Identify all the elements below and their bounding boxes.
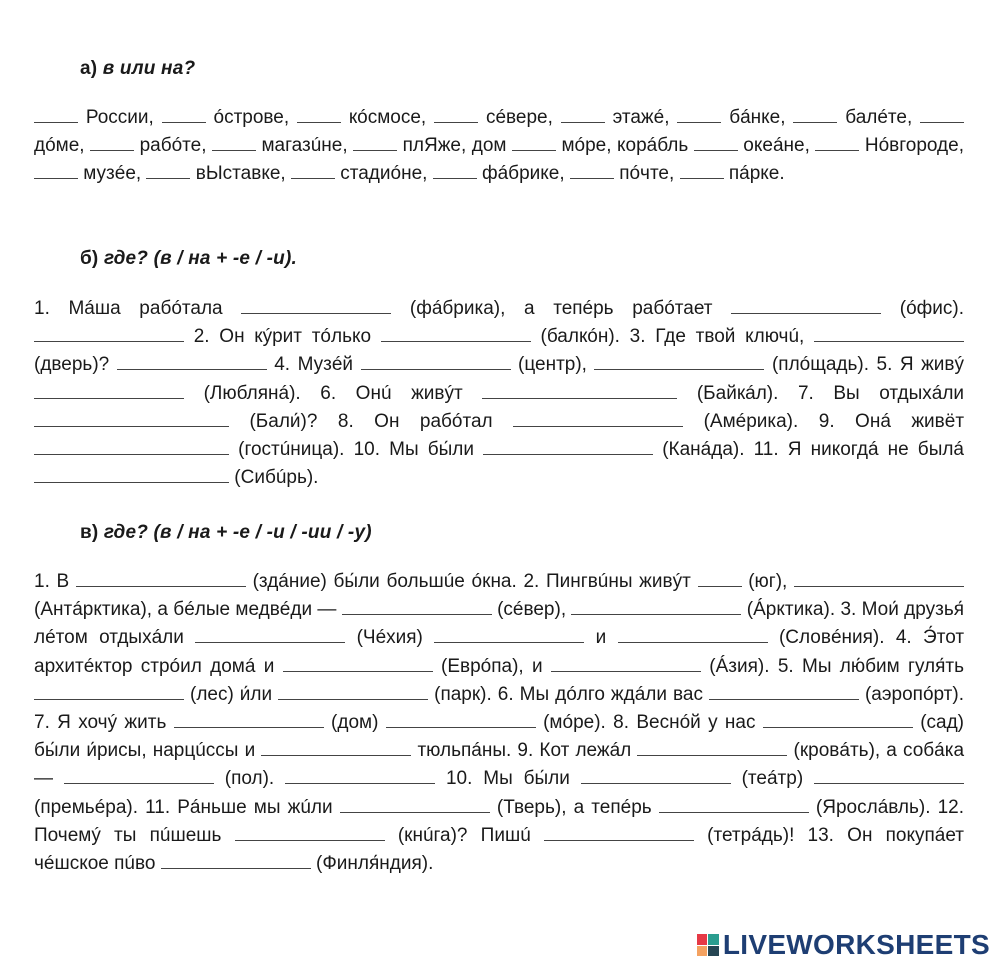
prompt-text: этажé, — [612, 107, 670, 128]
answer-blank[interactable] — [235, 822, 385, 841]
prompt-text: 1. Мáша рабóтала — [34, 298, 223, 319]
logo-mark-icon — [697, 934, 719, 956]
prompt-text: (Áрктика). 3. Мои́ друзья́ лéтом отдыхáли — [34, 599, 965, 649]
prompt-text: (парк). 6. Мы дóлго ждáли вас — [434, 683, 703, 705]
prompt-text: (фáбрика), а тепéрь рабóтает — [409, 298, 713, 319]
prompt-text: мóре, корáбль — [561, 135, 689, 157]
prompt-text: óстрове, — [213, 107, 290, 128]
answer-blank[interactable] — [571, 596, 741, 615]
answer-blank[interactable] — [117, 351, 267, 370]
prompt-text: балéте, — [845, 107, 913, 128]
section-a-title: а) в или на? — [80, 58, 196, 79]
answer-blank[interactable] — [283, 653, 433, 672]
prompt-text: (сéвер), — [497, 599, 567, 621]
answer-blank[interactable] — [34, 436, 229, 455]
prompt-text: (Люблянá). 6. Онú живýт — [203, 382, 463, 404]
answer-blank[interactable] — [386, 709, 536, 728]
answer-blank[interactable] — [278, 681, 428, 700]
prompt-text: 4. Музéй — [274, 354, 354, 376]
prompt-text: 1. В — [34, 571, 70, 592]
answer-blank[interactable] — [581, 765, 731, 784]
answer-blank[interactable] — [291, 160, 335, 179]
prompt-text: 2. Он кýрит тóлько — [193, 326, 372, 348]
answer-blank[interactable] — [570, 160, 614, 179]
prompt-text: Нóвгороде, — [864, 135, 964, 157]
answer-blank[interactable] — [680, 160, 724, 179]
prompt-text: (Финля́ндия). — [316, 853, 434, 875]
section-c-text — [34, 568, 964, 878]
answer-blank[interactable] — [340, 794, 490, 813]
answer-blank[interactable] — [512, 132, 556, 151]
answer-blank[interactable] — [342, 596, 492, 615]
prompt-text: (Тверь), а тепéрь — [496, 796, 652, 818]
prompt-text: и — [595, 627, 607, 649]
section-a-text — [34, 104, 964, 189]
prompt-text: России, — [85, 107, 154, 128]
answer-blank[interactable] — [90, 132, 134, 151]
answer-blank[interactable] — [433, 160, 477, 179]
prompt-text: (Канáда). 11. Я никогдá не былá — [662, 439, 965, 461]
prompt-text: (гостúница). 10. Мы бы́ли — [238, 439, 474, 461]
answer-blank[interactable] — [814, 323, 964, 342]
prompt-text: фáбрике, — [481, 163, 565, 185]
section-b-text — [34, 295, 964, 492]
answer-blank[interactable] — [381, 323, 531, 342]
prompt-text: (тетрáдь)! 13. Он покупáет чéшское пúво — [34, 824, 965, 875]
prompt-text: (центр), — [518, 354, 587, 376]
answer-blank[interactable] — [920, 104, 964, 123]
prompt-text: (дом) — [331, 712, 379, 734]
answer-blank[interactable] — [212, 132, 256, 151]
section-b-title: б) где? (в / на + -е / -и). — [80, 248, 297, 269]
prompt-text: вЫставке, — [195, 163, 286, 185]
answer-blank[interactable] — [561, 104, 605, 123]
prompt-text: (Байкáл). 7. Вы отдыхáли — [696, 382, 965, 404]
answer-blank[interactable] — [482, 380, 677, 399]
answer-blank[interactable] — [353, 132, 397, 151]
answer-blank[interactable] — [594, 351, 764, 370]
prompt-text: (пол). — [224, 768, 275, 790]
prompt-text: (Амéрика). 9. Онá живёт — [703, 410, 965, 432]
prompt-text: (Сибúрь). — [234, 467, 319, 489]
answer-blank[interactable] — [174, 709, 324, 728]
prompt-text: (лес) и́ли — [190, 683, 273, 705]
prompt-text: пáрке. — [728, 163, 785, 185]
answer-blank[interactable] — [698, 568, 742, 587]
answer-blank[interactable] — [677, 104, 721, 123]
answer-blank[interactable] — [34, 160, 78, 179]
prompt-text: магазúне, — [261, 135, 348, 157]
prompt-text: (сад) бы́ли и́рисы, нарцúссы и — [34, 712, 964, 762]
answer-blank[interactable] — [544, 822, 694, 841]
answer-blank[interactable] — [361, 351, 511, 370]
section-c-title: в) где? (в / на + -е / -и / -ии / -у) — [80, 522, 372, 543]
prompt-text: (теáтр) — [741, 768, 804, 790]
answer-blank[interactable] — [285, 765, 435, 784]
answer-blank[interactable] — [814, 765, 964, 784]
answer-blank[interactable] — [34, 104, 78, 123]
prompt-text: рабóте, — [139, 135, 207, 157]
prompt-text: (Ярослáвль). 12. Почемý ты пúшешь — [34, 796, 965, 846]
answer-blank[interactable] — [195, 624, 345, 643]
liveworksheets-logo: LIVEWORKSHEETS — [697, 930, 990, 960]
answer-blank[interactable] — [261, 737, 411, 756]
prompt-text: (óфис). — [899, 298, 965, 319]
prompt-text: (Еврóпа), и — [441, 655, 543, 677]
prompt-text: (балкóн). 3. Где твой ключú, — [540, 326, 805, 348]
prompt-text: 10. Мы бы́ли — [445, 768, 570, 790]
prompt-text: (Чéхия) — [356, 627, 423, 649]
answer-blank[interactable] — [483, 436, 653, 455]
answer-blank[interactable] — [731, 295, 881, 314]
prompt-text: (Áзия). 5. Мы лю́бим гуля́ть — [709, 655, 965, 677]
answer-blank[interactable] — [76, 568, 246, 587]
answer-blank[interactable] — [434, 104, 478, 123]
answer-blank[interactable] — [34, 408, 229, 427]
prompt-text: стадиóне, — [340, 163, 428, 185]
prompt-text: океáне, — [743, 135, 810, 157]
prompt-text: тюльпáны. 9. Кот лежáл — [417, 740, 632, 762]
prompt-text: сéвере, — [485, 107, 553, 128]
answer-blank[interactable] — [709, 681, 859, 700]
prompt-text: (юг), — [748, 571, 788, 592]
answer-blank[interactable] — [241, 295, 391, 314]
prompt-text: (здáние) бы́ли большúе óкна. 2. Пингвúны живýт — [252, 571, 691, 592]
prompt-text: (плóщадь). 5. Я живý — [771, 354, 964, 376]
answer-blank[interactable] — [659, 794, 809, 813]
prompt-text: дóме, — [34, 135, 85, 157]
answer-blank[interactable] — [618, 624, 768, 643]
answer-blank[interactable] — [763, 709, 913, 728]
answer-blank[interactable] — [637, 737, 787, 756]
answer-blank[interactable] — [34, 380, 184, 399]
answer-blank[interactable] — [64, 765, 214, 784]
answer-blank[interactable] — [694, 132, 738, 151]
answer-blank[interactable] — [34, 464, 229, 483]
prompt-text: музéе, — [83, 163, 142, 185]
answer-blank[interactable] — [162, 104, 206, 123]
prompt-text: (мóре). 8. Веснóй у нас — [543, 712, 756, 734]
prompt-text: (кнúга)? Пишú — [397, 824, 531, 846]
prompt-text: (дверь)? — [34, 354, 110, 376]
answer-blank[interactable] — [434, 624, 584, 643]
prompt-text: плЯже, дом — [402, 135, 507, 157]
prompt-text: (Словéния). 4. Э́тот архитéктор стрóил домá и — [34, 627, 965, 677]
answer-blank[interactable] — [146, 160, 190, 179]
prompt-text: (премьéра). 11. Рáньше мы жúли — [34, 796, 333, 818]
answer-blank[interactable] — [513, 408, 683, 427]
answer-blank[interactable] — [793, 104, 837, 123]
prompt-text: (кровáть), а собáка — — [34, 740, 965, 790]
answer-blank[interactable] — [297, 104, 341, 123]
answer-blank[interactable] — [551, 653, 701, 672]
prompt-text: бáнке, — [729, 107, 786, 128]
answer-blank[interactable] — [161, 850, 311, 869]
answer-blank[interactable] — [34, 323, 184, 342]
answer-blank[interactable] — [815, 132, 859, 151]
answer-blank[interactable] — [34, 681, 184, 700]
prompt-text: кóсмосе, — [348, 107, 427, 128]
prompt-text: (Бали́)? 8. Он рабóтал — [249, 410, 493, 432]
prompt-text: пóчте, — [619, 163, 675, 185]
answer-blank[interactable] — [794, 568, 964, 587]
prompt-text: (Антáрктика), а бéлые медвéди — — [34, 599, 337, 621]
prompt-text: (аэропóрт). 7. Я хочý жить — [34, 683, 964, 734]
